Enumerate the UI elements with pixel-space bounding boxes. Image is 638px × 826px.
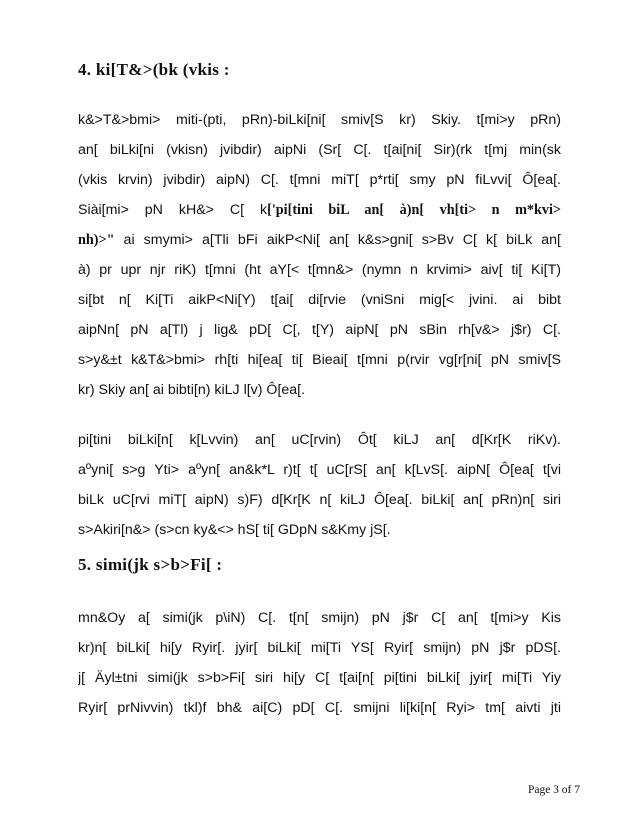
paragraph-line: nh)>" ai smymi> a[Tli bFi aikP<Ni[ an[ k&s>gni[ s>Bv C[ k[ biLk an[	[78, 232, 561, 248]
paragraph-line: Siài[mi> pN kH&> C[ k['pi[tini biL an[ à)n[ vh[ti> n m*kvi>	[78, 202, 561, 218]
paragraph-line: s>y&±t k&T&>bmi> rh[ti hi[ea[ ti[ Bieai[ t[mni p(rvir vg[r[ni[ pN smiv[S	[78, 352, 561, 368]
paragraph-line: j[ Äyl±tni simi(jk s>b>Fi[ siri hi[y C[ t[ai[n[ pi[tini biLki[ jyir[ mi[Ti Yiy	[78, 670, 561, 686]
bold-quote: ['pi[tini biL an[ à)n[ vh[ti> n m*kvi>	[267, 202, 561, 218]
paragraph-line: aºyni[ s>g Yti> aºyn[ an&k*L r)t[ t[ uC[rS[ an[ k[LvS[. aipN[ Ô[ea[ t[vi	[78, 462, 561, 478]
paragraph-line: Ryir[ prNivvin) tkl)f bh& ai[C) pD[ C[. smijni li[ki[n[ Ryi> tm[ aivti jti	[78, 700, 561, 716]
paragraph-line: mn&Oy a[ simi(jk p\iN) C[. t[n[ smijn) pN j$r C[ an[ t[mi>y Kis	[78, 610, 561, 626]
page-number: Page 3 of 7	[527, 784, 580, 796]
section-4-paragraph-1	[78, 105, 561, 405]
paragraph-line: pi[tini biLki[n[ k[Lvvin) an[ uC[rvin) Ôt[ kiLJ an[ d[Kr[K riKv).	[78, 432, 561, 448]
paragraph-line: à) pr upr njr riK) t[mni (ht aY[< t[mn&> (nymn n krvimi> aiv[ ti[ Ki[T)	[78, 262, 561, 278]
paragraph-line: si[bt n[ Ki[Ti aikP<Ni[Y) t[ai[ di[rvie (vniSni mig[< jvini. ai bibt	[78, 292, 561, 308]
paragraph-line: kr)n[ biLki[ hi[y Ryir[. jyir[ biLki[ mi[Ti YS[ Ryir[ smijn) pN j$r pDS[.	[78, 640, 561, 656]
section-5-paragraph-1	[78, 603, 561, 723]
section-5-heading: 5. simi(jk s>b>Fi[ :	[78, 555, 223, 574]
paragraph-line: aipNn[ pN a[Tl) j lig& pD[ C[, t[Y) aipN[ pN sBin rh[v&> j$r) C[.	[78, 322, 561, 338]
paragraph-line: kr) Skiy an[ ai bibti[n) kiLJ l[v) Ô[ea[.	[78, 382, 306, 398]
paragraph-line: (vkis krvin) jvibdir) aipN) C[. t[mni miT[ p*rti[ smy pN fiLvvi[ Ô[ea[.	[78, 172, 561, 188]
bold-quote-end: nh)>"	[78, 232, 115, 248]
paragraph-line: biLk uC[rvi miT[ aipN) s)F) d[Kr[K n[ kiLJ Ô[ea[. biLki[ an[ pRn)n[ siri	[78, 492, 561, 508]
paragraph-line: k&>T&>bmi> miti-(pti, pRn)-biLki[ni[ smiv[S kr) Skiy. t[mi>y pRn)	[78, 112, 561, 128]
section-4-paragraph-2	[78, 425, 561, 545]
paragraph-line: s>Akiri[n&> (s>cn ky&<> hS[ ti[ GDpN s&Kmy jS[.	[78, 522, 391, 538]
section-4-heading: 4. ki[T&>(bk (vkis :	[78, 60, 230, 79]
paragraph-line: an[ biLki[ni (vkisn) jvibdir) aipNi (Sr[ C[. t[ai[ni[ Sir)(rk t[mj min(sk	[78, 142, 561, 158]
